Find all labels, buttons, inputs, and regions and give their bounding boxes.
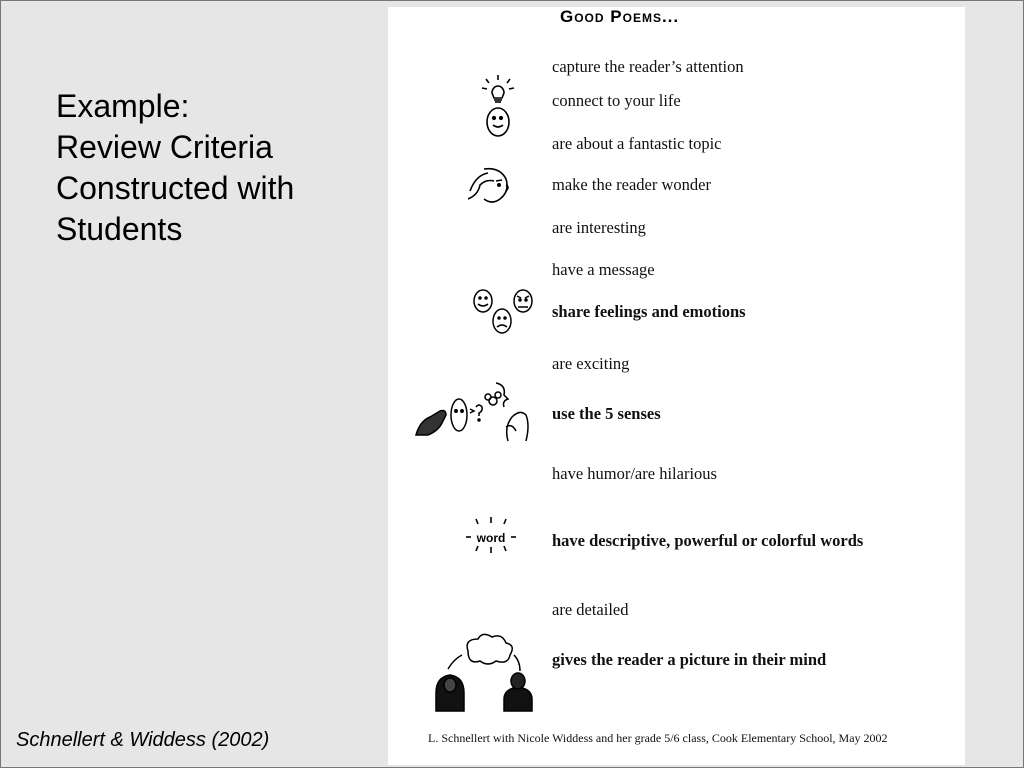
criterion-item: share feelings and emotions [552, 302, 746, 321]
word-icon-label: word [476, 531, 506, 545]
lightbulb-head-icon [478, 73, 518, 139]
thinking-people-icon [428, 633, 538, 713]
criterion-item: capture the reader’s attention [552, 57, 744, 76]
footer-credit: L. Schnellert with Nicole Widdess and her grade 5/6 class, Cook Elementary School, May 2002 [428, 731, 888, 745]
title-line: Review Criteria [56, 129, 273, 165]
criterion-item: make the reader wonder [552, 175, 711, 194]
criterion-item: have humor/are hilarious [552, 464, 717, 483]
title-line: Constructed with [56, 170, 295, 206]
criterion-item: use the 5 senses [552, 404, 661, 423]
wondering-head-icon [466, 165, 514, 205]
criterion-item: have a message [552, 260, 655, 279]
document-page [388, 7, 965, 765]
citation: Schnellert & Widdess (2002) [16, 729, 270, 751]
criterion-item: gives the reader a picture in their mind [552, 650, 827, 669]
document-heading: Good Poems... [560, 7, 680, 26]
criterion-item: are exciting [552, 354, 630, 373]
criterion-item: have descriptive, powerful or colorful words [552, 531, 864, 550]
word-burst-icon [464, 515, 518, 555]
criterion-item: are about a fantastic topic [552, 134, 722, 153]
slide-title [56, 86, 356, 250]
five-senses-icon [414, 379, 532, 443]
title-line: Students [56, 211, 183, 247]
emotion-faces-icon [472, 287, 536, 337]
criterion-item: are interesting [552, 218, 646, 237]
title-line: Example: [56, 88, 190, 124]
criterion-item: connect to your life [552, 91, 681, 110]
criterion-item: are detailed [552, 600, 629, 619]
